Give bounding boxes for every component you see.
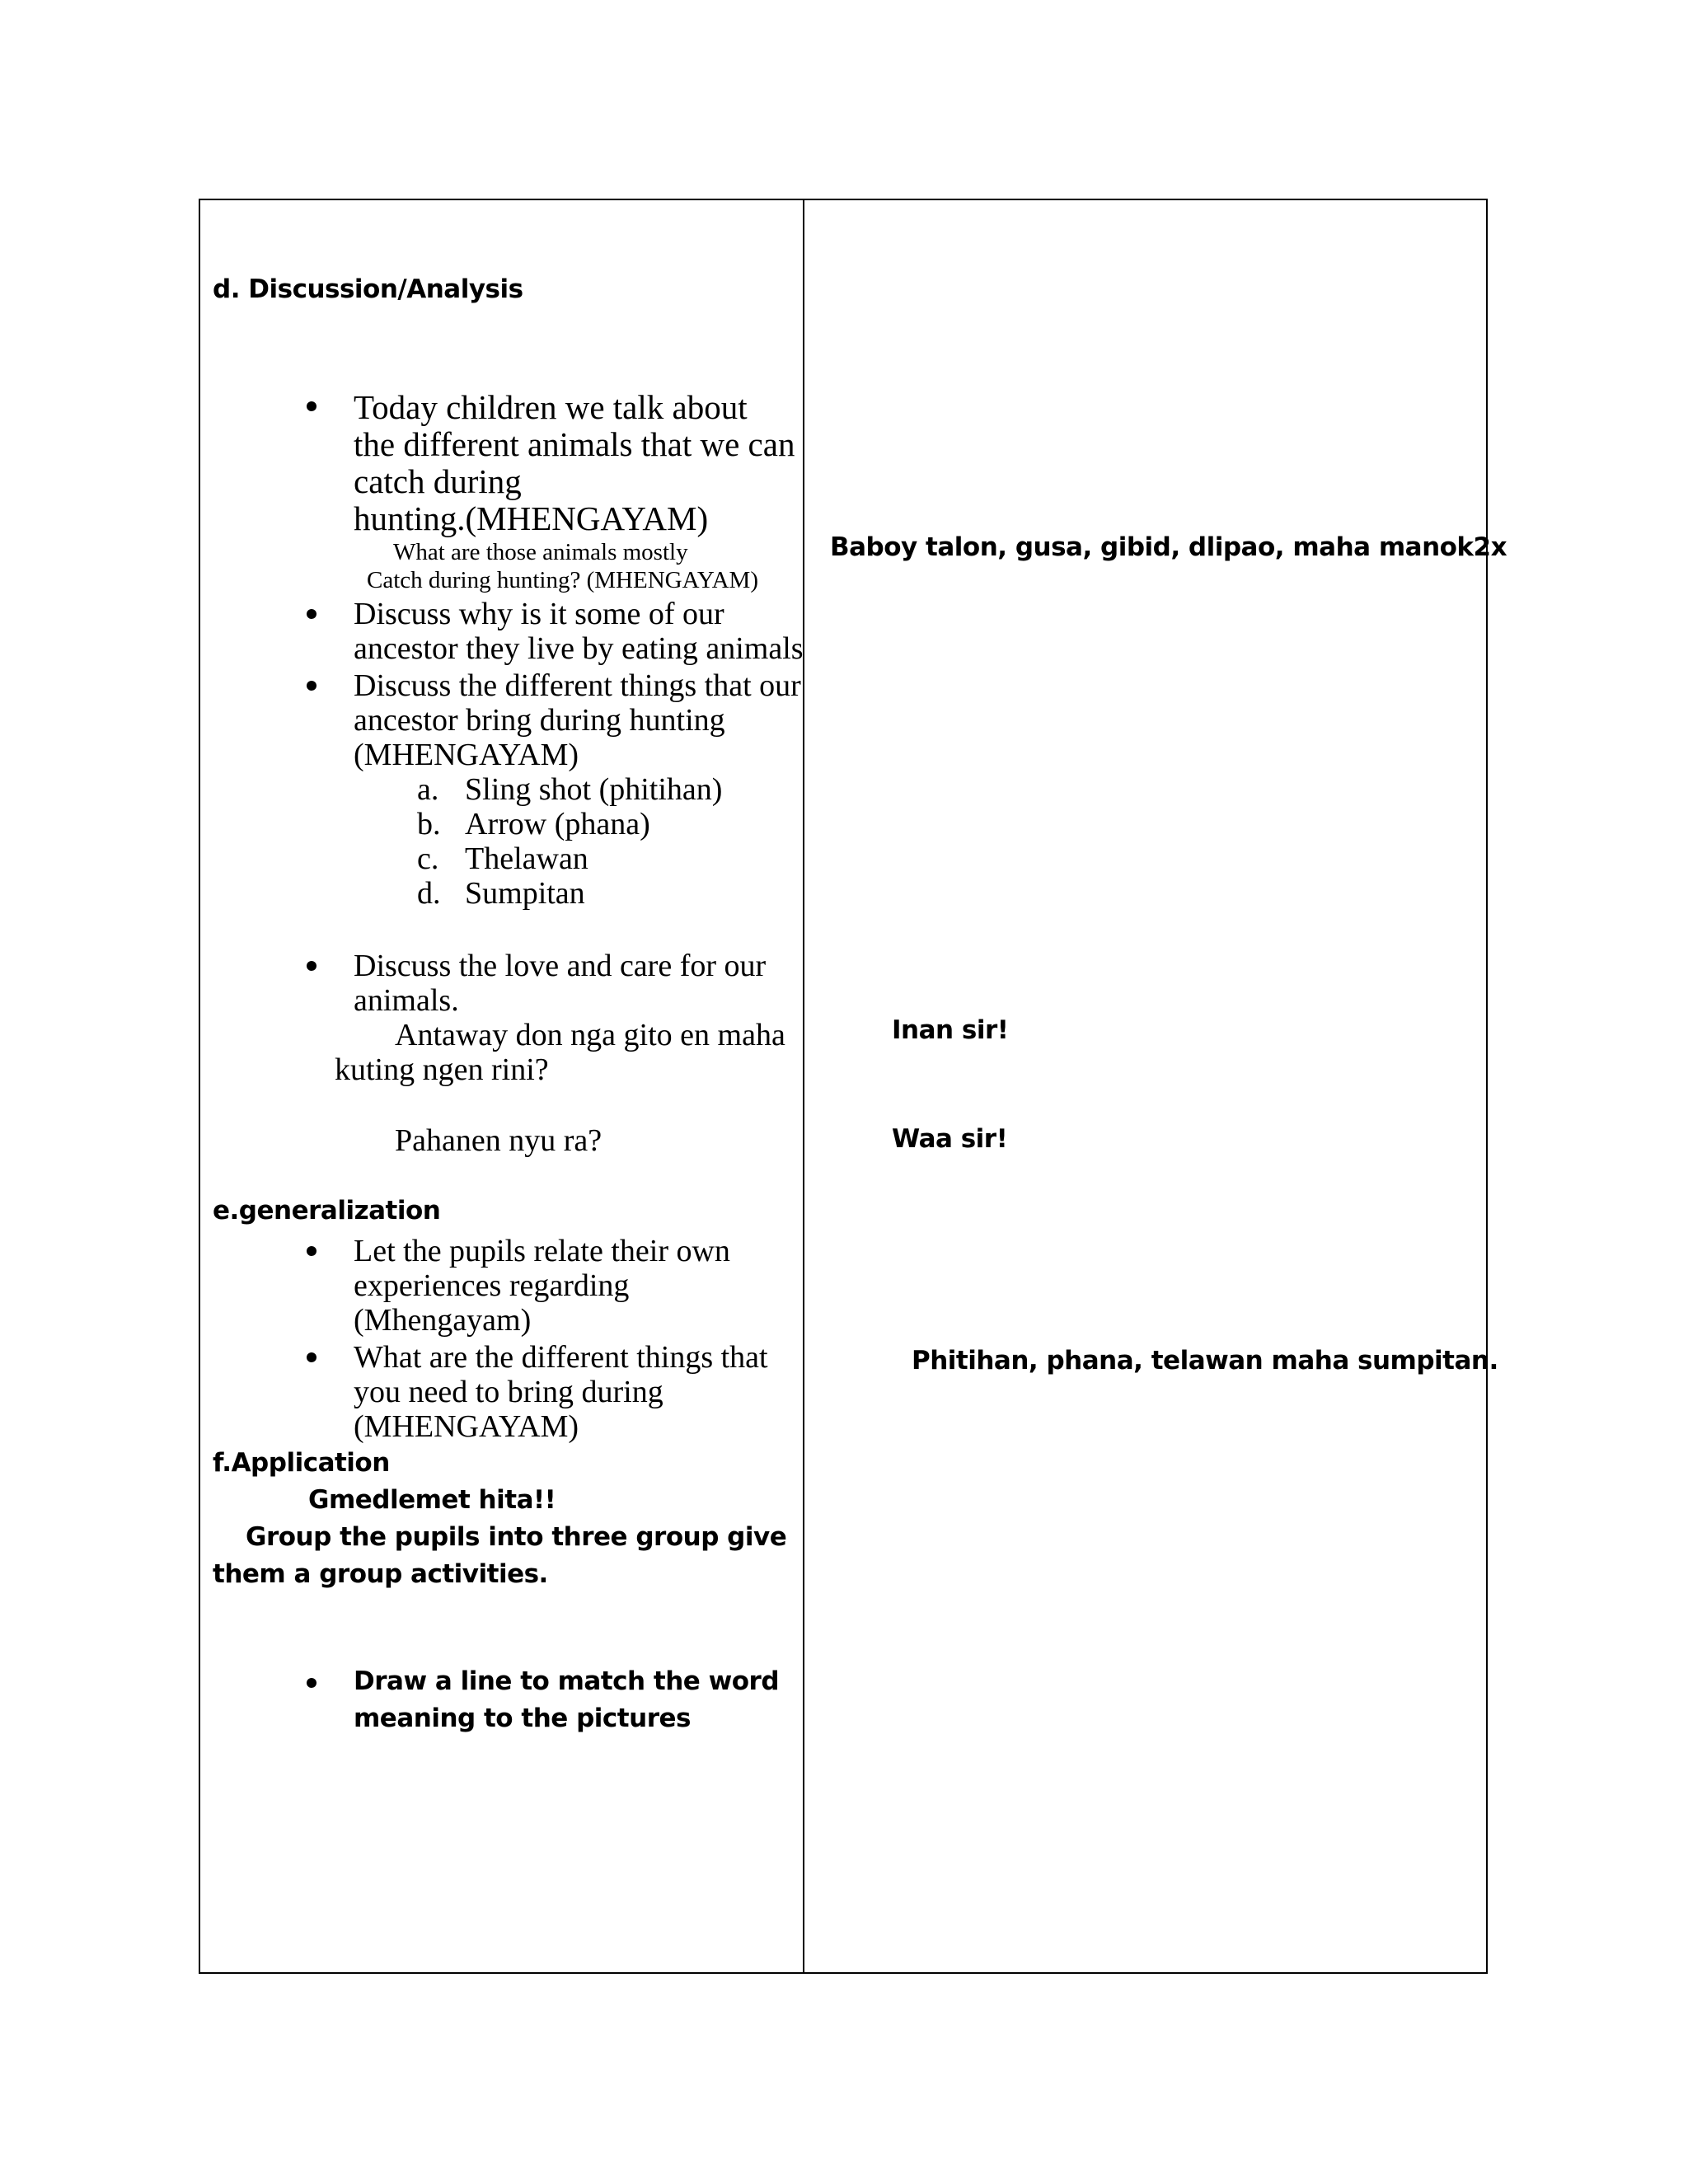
tool-item: Thelawan xyxy=(465,841,588,876)
tool-item: Arrow (phana) xyxy=(465,807,650,841)
antaway-line: kuting ngen rini? xyxy=(335,1052,549,1087)
generalization-line: (Mhengayam) xyxy=(354,1303,532,1338)
bullet-icon xyxy=(307,681,316,691)
bullet-icon xyxy=(307,609,316,619)
generalization-line: What are the different things that xyxy=(354,1340,768,1375)
tool-marker: a. xyxy=(417,772,439,807)
generalization-heading: e.generalization xyxy=(213,1196,441,1226)
question-line: What are those animals mostly xyxy=(393,539,688,565)
tool-item: Sling shot (phitihan) xyxy=(465,772,723,807)
pahanen-line: Pahanen nyu ra? xyxy=(395,1123,603,1158)
intro-line: hunting.(MHENGAYAM) xyxy=(354,499,709,537)
why-line: Discuss why is it some of our xyxy=(354,597,724,631)
things-line: ancestor bring during hunting xyxy=(354,703,725,738)
gmedlemet-line: Gmedlemet hita!! xyxy=(308,1485,556,1515)
inan-answer: Inan sir! xyxy=(892,1015,1009,1045)
animals-answer: Baboy talon, gusa, gibid, dlipao, maha manok2x xyxy=(830,532,1507,562)
application-heading: f.Application xyxy=(213,1448,390,1478)
antaway-line: Antaway don nga gito en maha xyxy=(395,1018,785,1052)
why-line: ancestor they live by eating animals xyxy=(354,631,804,666)
bullet-icon xyxy=(307,1678,316,1688)
bullet-icon xyxy=(307,1352,316,1362)
bullet-icon xyxy=(307,961,316,971)
generalization-line: you need to bring during xyxy=(354,1375,663,1409)
discussion-heading: d. Discussion/Analysis xyxy=(213,274,523,304)
generalization-line: (MHENGAYAM) xyxy=(354,1409,579,1444)
group-instruction: them a group activities. xyxy=(213,1559,548,1589)
tool-marker: c. xyxy=(417,841,439,876)
generalization-line: experiences regarding xyxy=(354,1268,630,1303)
column-divider xyxy=(803,199,804,1974)
love-line: Discuss the love and care for our xyxy=(354,949,767,983)
things-line: Discuss the different things that our xyxy=(354,668,801,703)
intro-line: catch during xyxy=(354,462,522,500)
bullet-icon xyxy=(307,401,316,411)
bullet-icon xyxy=(307,1246,316,1256)
waa-answer: Waa sir! xyxy=(892,1124,1008,1154)
question-line: Catch during hunting? (MHENGAYAM) xyxy=(367,567,758,593)
generalization-line: Let the pupils relate their own xyxy=(354,1234,730,1268)
tools-answer: Phitihan, phana, telawan maha sumpitan. xyxy=(912,1346,1498,1376)
intro-line: Today children we talk about xyxy=(354,388,748,426)
tool-marker: d. xyxy=(417,876,441,911)
tool-marker: b. xyxy=(417,807,441,841)
love-line: animals. xyxy=(354,983,459,1018)
draw-instruction: meaning to the pictures xyxy=(354,1704,691,1733)
intro-line: the different animals that we can xyxy=(354,425,795,463)
group-instruction: Group the pupils into three group give xyxy=(246,1522,787,1552)
tool-item: Sumpitan xyxy=(465,876,585,911)
draw-instruction: Draw a line to match the word xyxy=(354,1666,780,1696)
things-line: (MHENGAYAM) xyxy=(354,738,579,772)
